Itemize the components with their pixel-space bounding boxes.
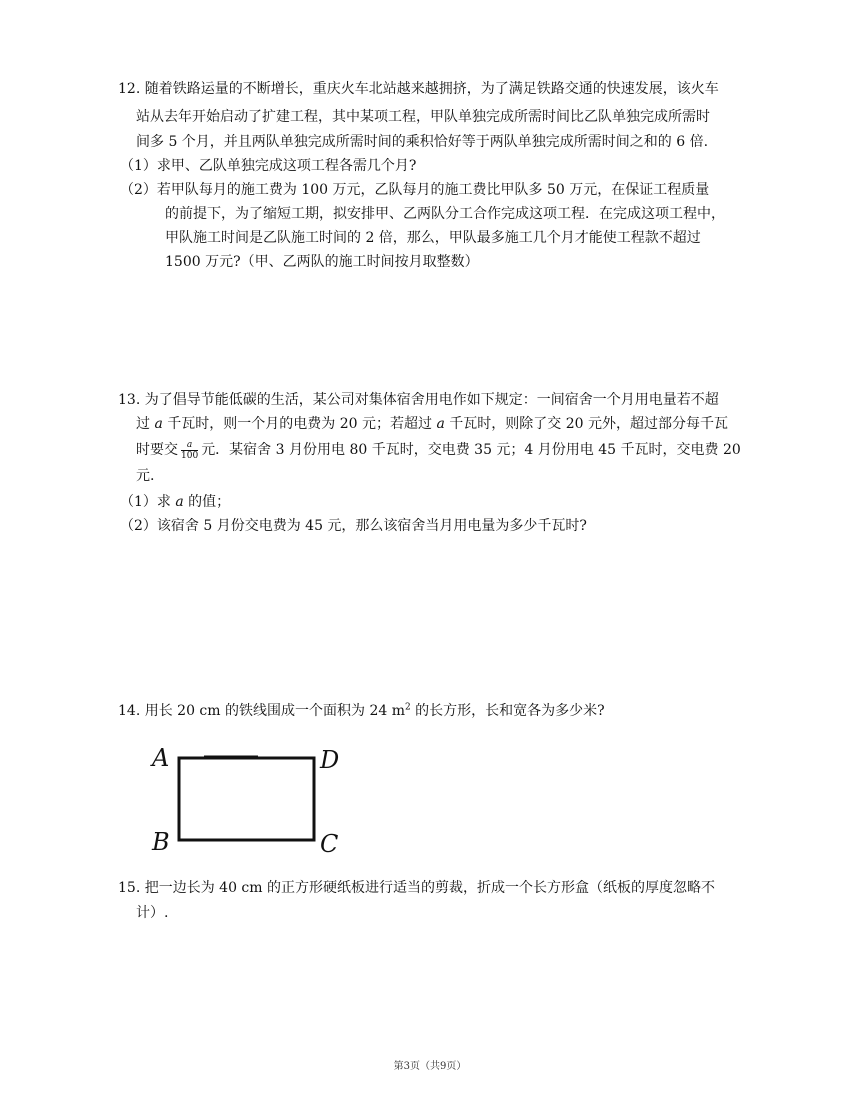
- fraction-a-over-100: [181, 440, 198, 461]
- q13-line-3: [136, 438, 741, 462]
- vertex-label-c: C: [320, 830, 339, 857]
- rectangle-abcd-diagram: [148, 742, 348, 857]
- q13-line-3-text-b: 元．某宿舍 3 月份用电 80 千瓦时，交电费 35 元；4 月份用电 45 千瓦时，交电费 20: [201, 442, 741, 458]
- vertex-label-b: B: [152, 828, 170, 856]
- fraction-numerator: a: [181, 440, 198, 451]
- q14-text-b: 的长方形，长和宽各为多少米?: [410, 703, 605, 719]
- q13-line-4: 元.: [136, 468, 155, 484]
- q13-line-2: [136, 412, 728, 436]
- page-footer: 第3页（共9页）: [393, 1061, 467, 1072]
- q14-superscript: 2: [405, 702, 411, 713]
- q12-line-2: 站从去年开始启动了扩建工程，其中某项工程，甲队单独完成所需时间比乙队单独完成所需时: [136, 109, 710, 125]
- q12-line-1: 12. 随着铁路运量的不断增长，重庆火车北站越来越拥挤，为了满足铁路交通的快速发展，该火车: [118, 81, 719, 97]
- q12-part-2-line-1: （2）若甲队每月的施工费为 100 万元，乙队每月的施工费比甲队多 50 万元，在保证工程质量: [120, 182, 710, 198]
- q15-line-2: 计）.: [136, 905, 169, 921]
- fraction-denominator: 100: [181, 450, 199, 461]
- q13-line-2-text-b: 千瓦时，则一个月的电费为 20 元；若超过: [162, 416, 437, 432]
- q14-text-a: 14. 用长 20 cm 的铁线围成一个面积为 24 m: [118, 703, 405, 719]
- vertex-label-a: A: [152, 744, 170, 772]
- q12-line-3: 间多 5 个月，并且两队单独完成所需时间的乘积恰好等于两队单独完成所需时间之和的 6 倍.: [136, 134, 709, 150]
- vertex-label-d: D: [320, 746, 340, 774]
- q13-line-2-text-c: 千瓦时，则除了交 20 元外，超过部分每千瓦: [444, 416, 728, 432]
- q13-line-2-text-a: 过: [136, 416, 155, 432]
- q13-line-1: 13. 为了倡导节能低碳的生活，某公司对集体宿舍用电作如下规定：一间宿舍一个月用电量若不超: [118, 392, 719, 408]
- rectangle-shape: [179, 758, 314, 840]
- q12-part-2-line-2: 的前提下，为了缩短工期，拟安排甲、乙两队分工合作完成这项工程．在完成这项工程中，: [165, 206, 725, 222]
- q15-line-1: 15. 把一边长为 40 cm 的正方形硬纸板进行适当的剪裁，折成一个长方形盒（纸板的厚度忽略不: [118, 880, 715, 896]
- variable-a: a: [154, 416, 163, 432]
- q13-part-2: （2）该宿舍 5 月份交电费为 45 元，那么该宿舍当月用电量为多少千瓦时?: [120, 518, 587, 534]
- q13-part-1: [120, 490, 230, 514]
- q12-part-2-line-3: 甲队施工时间是乙队施工时间的 2 倍，那么，甲队最多施工几个月才能使工程款不超过: [165, 230, 701, 246]
- q13-line-3-text-a: 时要交: [136, 442, 178, 458]
- q13-part-1-text-a: （1）求: [120, 494, 176, 510]
- variable-a: a: [436, 416, 445, 432]
- q12-part-1: （1）求甲、乙队单独完成这项工程各需几个月?: [120, 158, 417, 174]
- q13-part-1-text-b: 的值；: [183, 494, 231, 510]
- q12-part-2-line-4: 1500 万元?（甲、乙两队的施工时间按月取整数）: [165, 254, 479, 270]
- variable-a: a: [175, 494, 184, 510]
- q14-line-1: [118, 699, 605, 723]
